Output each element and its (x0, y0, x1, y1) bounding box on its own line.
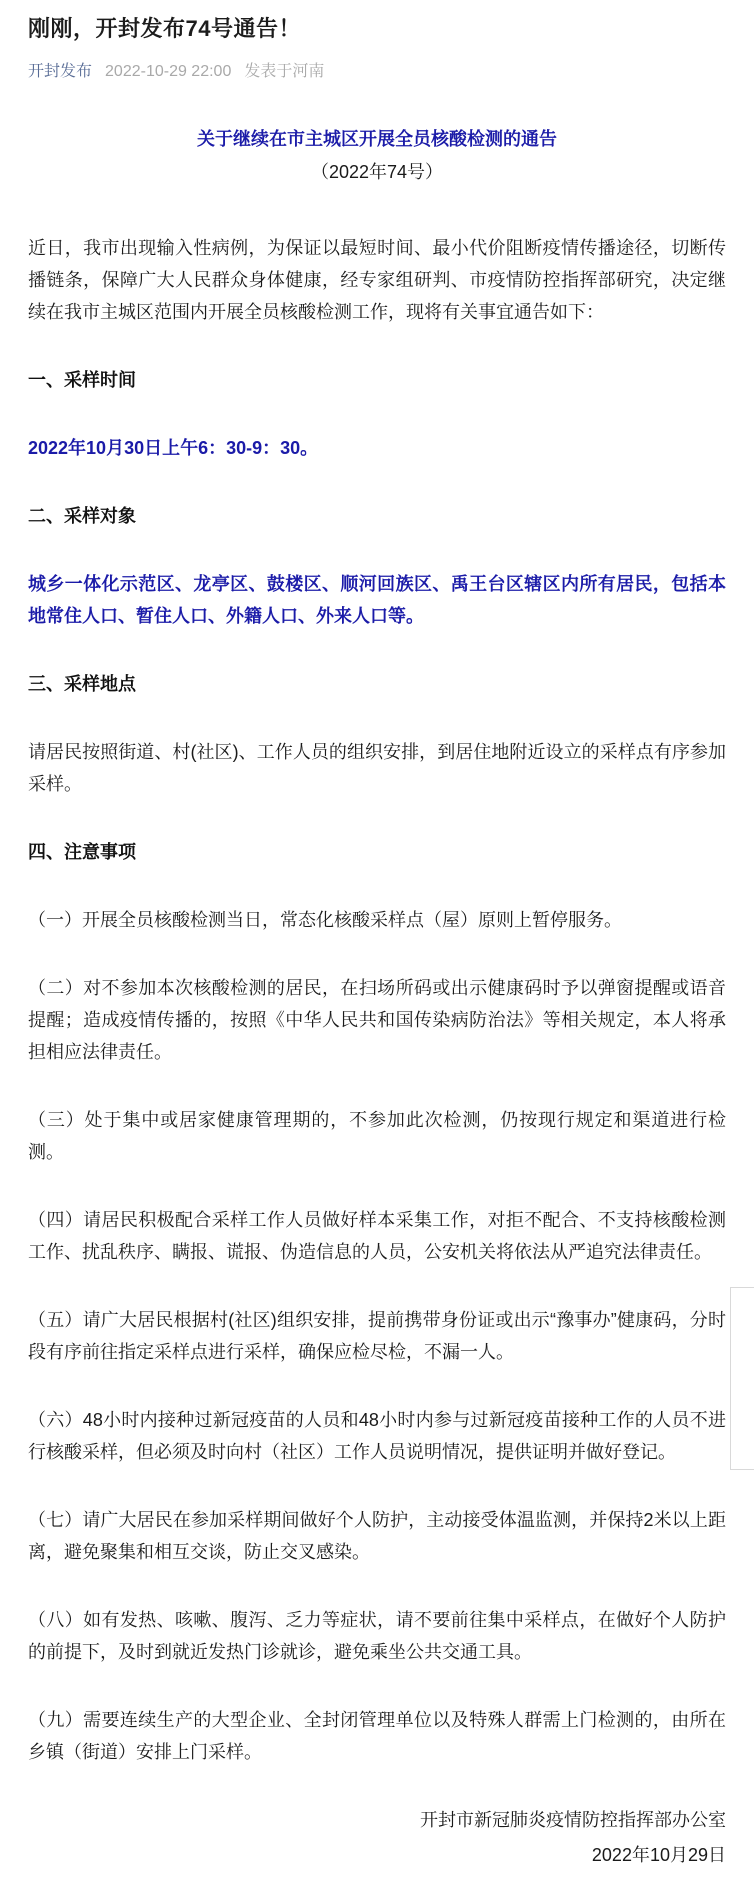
paragraph-body: 请居民按照街道、村(社区)、工作人员的组织安排，到居住地附近设立的采样点有序参加采样。 (28, 742, 726, 794)
paragraph-body: （一）开展全员核酸检测当日，常态化核酸采样点（屋）原则上暂停服务。 (28, 910, 622, 930)
paragraph-body: （四）请居民积极配合采样工作人员做好样本采集工作，对拒不配合、不支持核酸检测工作、扰乱秩序、瞒报、谎报、伪造信息的人员，公安机关将依法从严追究法律责任。 (28, 1210, 726, 1262)
paragraph-emphasis: 2022年10月30日上午6：30-9：30。 (28, 438, 319, 458)
paragraph-body: 近日，我市出现输入性病例，为保证以最短时间、最小代价阻断疫情传播途径，切断传播链条，保障广大人民群众身体健康，经专家组研判、市疫情防控指挥部研究，决定继续在我市主城区范围内开展全员核酸检测工作，现将有关事宜通告如下： (28, 238, 726, 322)
byline (28, 61, 726, 83)
paragraph-notice-number: （2022年74号） (310, 162, 444, 182)
paragraph-heading: 一、采样时间 (28, 370, 136, 390)
paragraph-notice-title: 关于继续在市主城区开展全员核酸检测的通告 (197, 129, 557, 149)
paragraph-heading: 三、采样地点 (28, 674, 136, 694)
paragraph-body: （三）处于集中或居家健康管理期的，不参加此次检测，仍按现行规定和渠道进行检测。 (28, 1110, 726, 1162)
account-name-link[interactable]: 开封发布 (28, 63, 93, 80)
paragraph-body: （二）对不参加本次核酸检测的居民，在扫场所码或出示健康码时予以弹窗提醒或语音提醒；造成疫情传播的，按照《中华人民共和国传染病防治法》等相关规定，本人将承担相应法律责任。 (28, 978, 726, 1062)
publish-location: 发表于河南 (244, 63, 325, 80)
paragraph-emphasis: 城乡一体化示范区、龙亭区、鼓楼区、顺河回族区、禹王台区辖区内所有居民，包括本地常住人口、暂住人口、外籍人口、外来人口等。 (28, 574, 726, 626)
page-title: 刚刚，开封发布74号通告！ (28, 16, 301, 41)
paragraph-heading: 四、注意事项 (28, 842, 136, 862)
publish-timestamp: 2022-10-29 22:00 (105, 63, 232, 80)
scrollbar-thumb[interactable] (730, 1287, 754, 1470)
paragraph-body: （七）请广大居民在参加采样期间做好个人防护，主动接受体温监测，并保持2米以上距离，避免聚集和相互交谈，防止交叉感染。 (28, 1510, 726, 1562)
paragraph-signature: 开封市新冠肺炎疫情防控指挥部办公室 (420, 1810, 726, 1830)
paragraph-body: （八）如有发热、咳嗽、腹泻、乏力等症状，请不要前往集中采样点，在做好个人防护的前提下，及时到就近发热门诊就诊，避免乘坐公共交通工具。 (28, 1610, 726, 1662)
article-body (28, 123, 726, 1871)
paragraph-date: 2022年10月29日 (591, 1845, 726, 1865)
paragraph-heading: 二、采样对象 (28, 506, 136, 526)
paragraph-body: （五）请广大居民根据村(社区)组织安排，提前携带身份证或出示“豫事办”健康码，分时段有序前往指定采样点进行采样，确保应检尽检，不漏一人。 (28, 1310, 726, 1362)
paragraph-body: （九）需要连续生产的大型企业、全封闭管理单位以及特殊人群需上门检测的，由所在乡镇（街道）安排上门采样。 (28, 1710, 726, 1762)
paragraph-body: （六）48小时内接种过新冠疫苗的人员和48小时内参与过新冠疫苗接种工作的人员不进行核酸采样，但必须及时向村（社区）工作人员说明情况，提供证明并做好登记。 (28, 1410, 726, 1462)
